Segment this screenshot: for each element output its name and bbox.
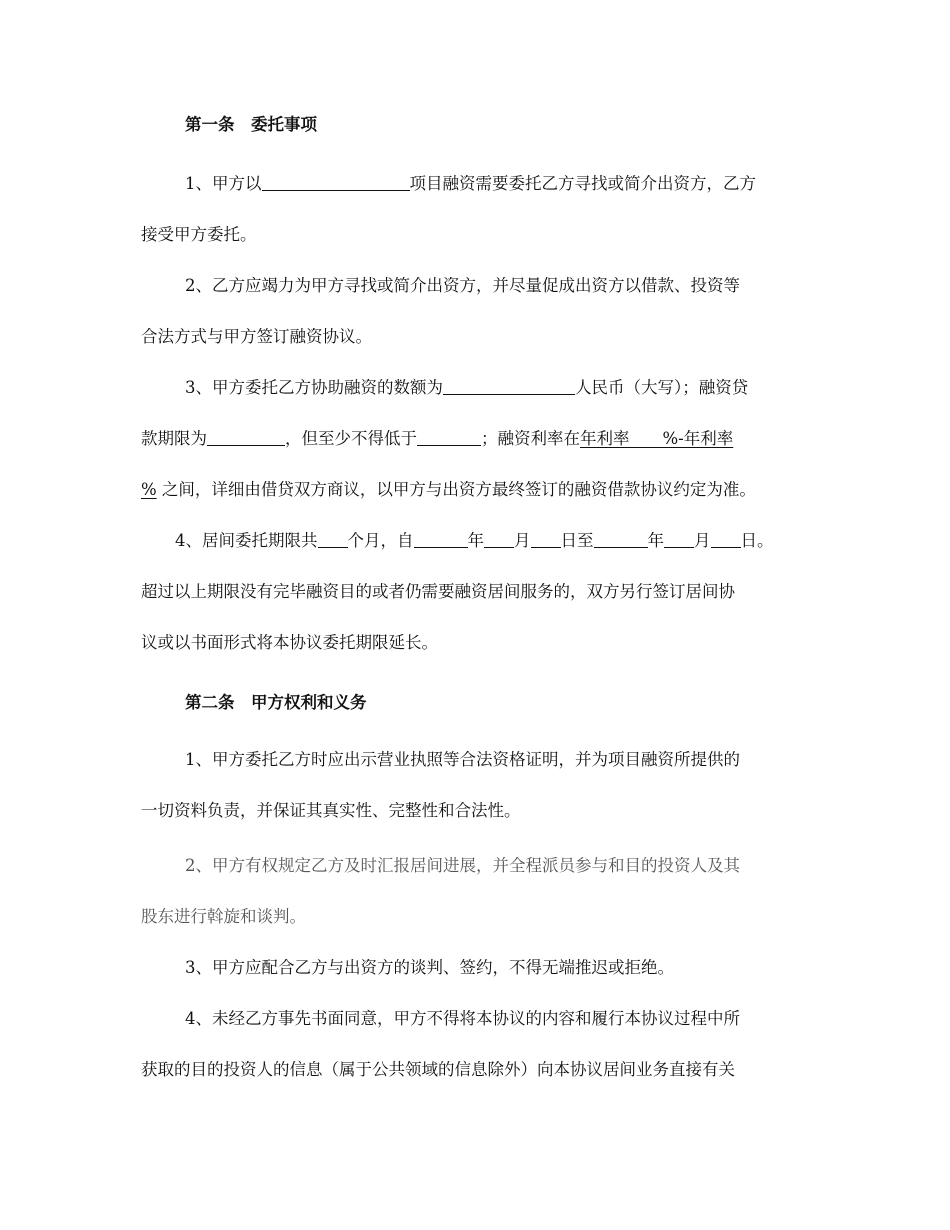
text-segment: 月 [514,531,531,550]
text-segment: 年 [467,531,484,550]
text-segment: 个月，自 [347,531,414,550]
blank-loan-term [207,429,285,446]
text-segment: 年 [647,531,664,550]
blank-min-term [417,429,481,446]
article-2-clause-1-line-2: 一切资料负责，并保证其真实性、完整性和合法性。 [141,801,521,820]
article-1-heading: 第一条 委托事项 [185,115,317,134]
article-1-clause-3-line-1 [185,378,748,398]
article-2-clause-1-line-1: 1、甲方委托乙方时应出示营业执照等合法资格证明，并为项目融资所提供的 [185,750,740,769]
article-2-clause-3-line-1: 3、甲方应配合乙方与出资方的谈判、签约，不得无端推迟或拒绝。 [185,958,674,977]
blank-amount [443,378,575,395]
blank-start-day [531,531,561,548]
article-1-clause-4-line-3: 议或以书面形式将本协议委托期限延长。 [141,633,438,652]
article-2-clause-2-line-2: 股东进行斡旋和谈判。 [141,907,306,926]
percent-sign: % [141,480,157,499]
article-1-clause-1-line-1 [185,174,756,194]
blank-end-day [711,531,741,548]
text-segment: 3、甲方委托乙方协助融资的数额为 [185,378,443,397]
blank-project-name [262,174,410,191]
text-segment: 4、居间委托期限共 [175,531,318,550]
article-2-clause-4-line-2: 获取的目的投资人的信息（属于公共领域的信息除外）向本协议居间业务直接有关 [141,1060,735,1079]
article-2-clause-2-line-1: 2、甲方有权规定乙方及时汇报居间进展，并全程派员参与和目的投资人及其 [185,856,740,875]
text-segment: 项目融资需要委托乙方寻找或简介出资方，乙方 [409,174,756,193]
text-segment: 月 [694,531,711,550]
article-1-clause-2-line-2: 合法方式与甲方签订融资协议。 [141,327,372,346]
article-1-clause-4-line-2: 超过以上期限没有完毕融资目的或者仍需要融资居间服务的，双方另行签订居间协 [141,582,735,601]
blank-start-month [484,531,514,548]
text-segment: 日至 [560,531,594,550]
article-1-clause-4-line-1 [175,531,774,551]
interest-rate-range: 年利率 %-年利率 [580,429,734,448]
blank-end-month [664,531,694,548]
text-segment: 人民币（大写）；融资贷 [575,378,749,397]
blank-months [318,531,348,548]
text-segment: ，但至少不得低于 [285,429,417,448]
text-segment: 1、甲方以 [185,174,262,193]
article-2-clause-4-line-1: 4、未经乙方事先书面同意，甲方不得将本协议的内容和履行本协议过程中所 [185,1009,740,1028]
article-2-heading: 第二条 甲方权利和义务 [185,693,367,712]
text-segment: 款期限为 [141,429,207,448]
blank-start-year [414,531,468,548]
article-1-clause-3-line-3 [141,480,756,500]
article-1-clause-1-line-2: 接受甲方委托。 [141,225,257,244]
text-segment: 之间，详细由借贷双方商议，以甲方与出资方最终签订的融资借款协议约定为准。 [156,480,756,499]
text-segment: ；融资利率在 [481,429,580,448]
article-1-clause-2-line-1: 2、乙方应竭力为甲方寻找或简介出资方，并尽量促成出资方以借款、投资等 [185,276,740,295]
text-segment: 日。 [740,531,774,550]
article-1-clause-3-line-2 [141,429,733,449]
blank-end-year [594,531,648,548]
